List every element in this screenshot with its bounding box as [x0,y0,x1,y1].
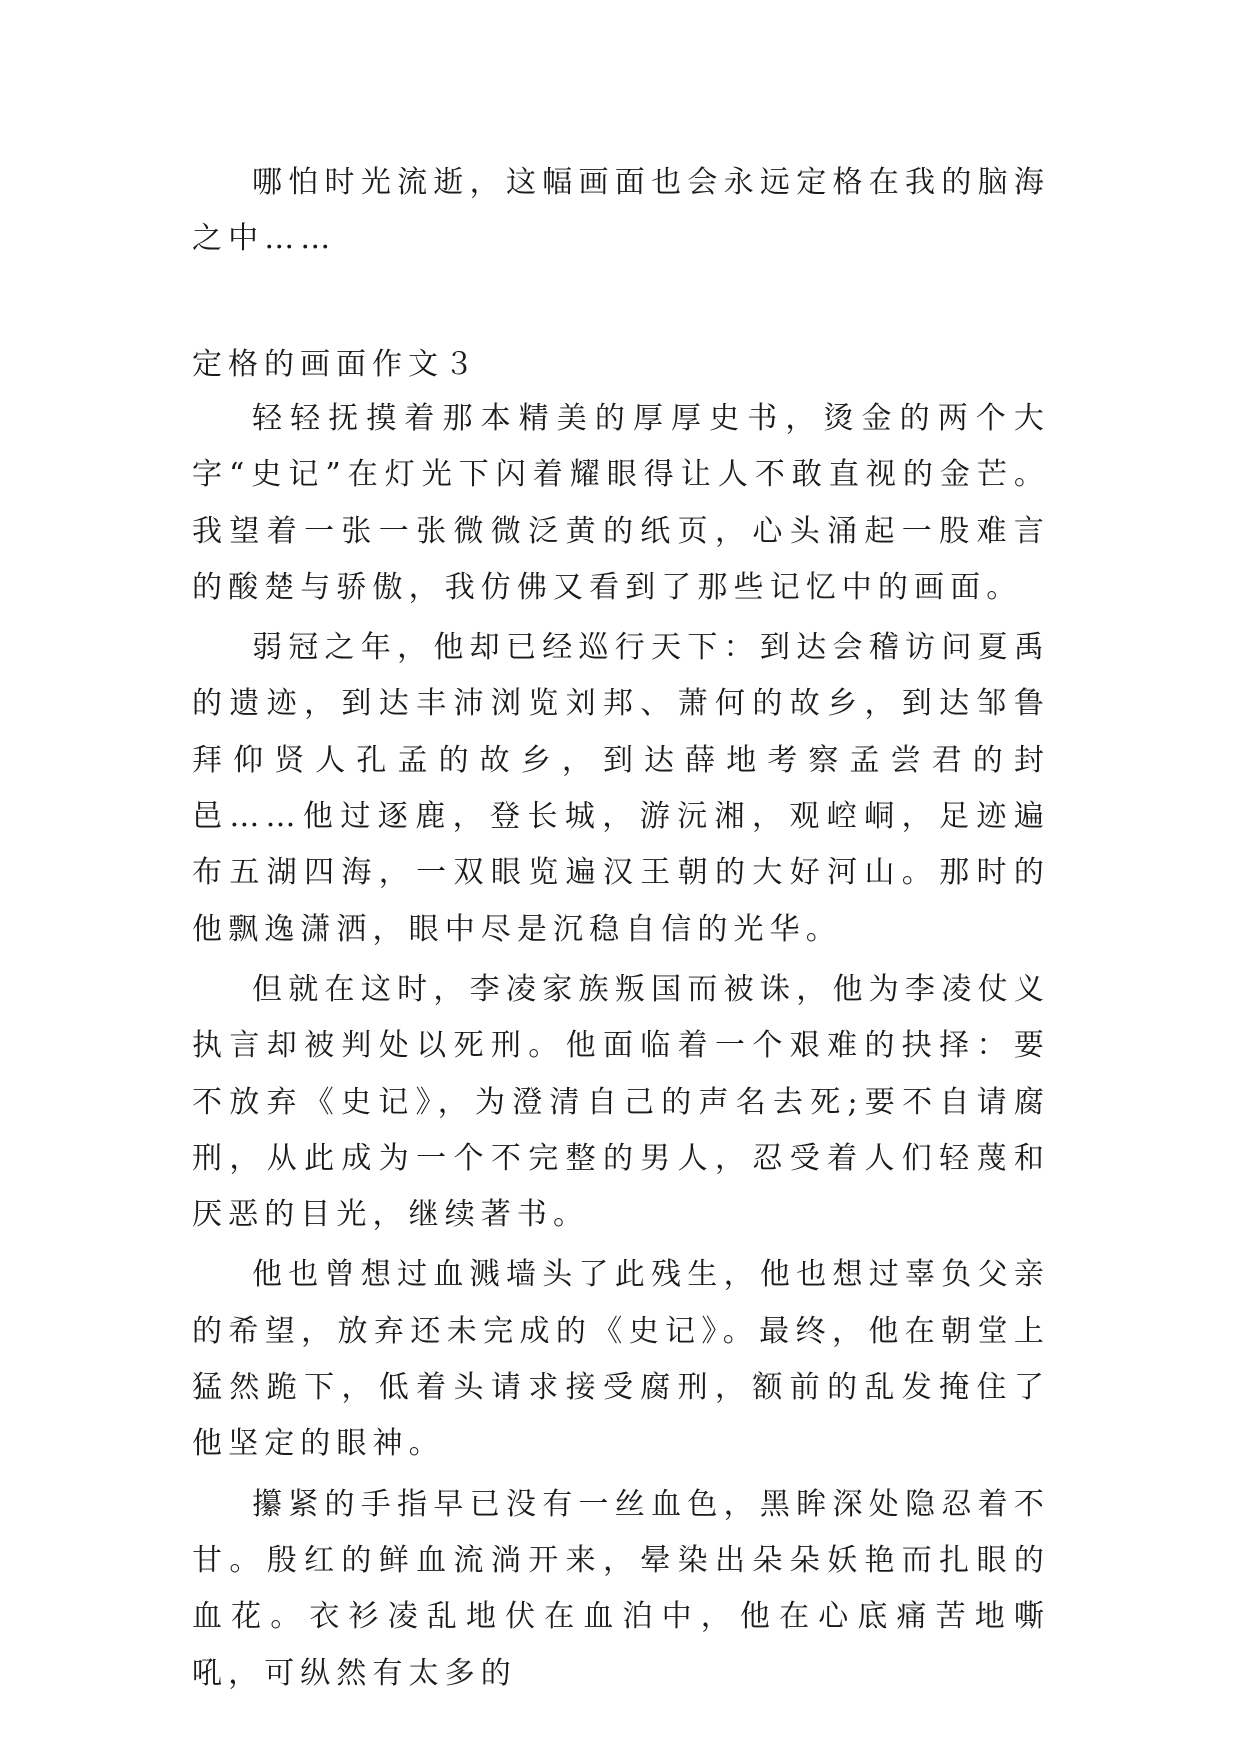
essay-paragraph: 但就在这时，李凌家族叛国而被诛，他为李凌仗义执言却被判处以死刑。他面临着一个艰难的抉择：要不放弃《史记》，为澄清自己的声名去死;要不自请腐刑，从此成为一个不完整的男人，忍受着人们轻蔑和厌恶的目光，继续著书。 [192,971,1050,1233]
essay-body [192,391,1050,1702]
section-title: 定格的画面作文３ [192,347,480,382]
essay-paragraph: 他也曾想过血溅墙头了此残生，他也想过辜负父亲的希望，放弃还未完成的《史记》。最终，他在朝堂上猛然跪下，低着头请求接受腐刑，额前的乱发掩住了他坚定的眼神。 [192,1257,1050,1462]
continuation-paragraph: 哪怕时光流逝，这幅画面也会永远定格在我的脑海之中…… [192,165,1050,257]
essay-paragraph: 弱冠之年，他却已经巡行天下：到达会稽访问夏禹的遗迹，到达丰沛浏览刘邦、萧何的故乡，到达邹鲁拜仰贤人孔孟的故乡，到达薛地考察孟尝君的封邑……他过逐鹿，登长城，游沅湘，观崆峒，足迹遍布五湖四海，一双眼览遍汉王朝的大好河山。那时的他飘逸潇洒，眼中尽是沉稳自信的光华。 [192,630,1050,947]
essay-paragraph: 轻轻抚摸着那本精美的厚厚史书，烫金的两个大字“史记”在灯光下闪着耀眼得让人不敢直视的金芒。我望着一张一张微微泛黄的纸页，心头涌起一股难言的酸楚与骄傲，我仿佛又看到了那些记忆中的画面。 [192,401,1050,605]
essay-paragraph: 攥紧的手指早已没有一丝血色，黑眸深处隐忍着不甘。殷红的鲜血流淌开来，晕染出朵朵妖艳而扎眼的血花。衣衫凌乱地伏在血泊中，他在心底痛苦地嘶吼，可纵然有太多的 [192,1486,1050,1691]
